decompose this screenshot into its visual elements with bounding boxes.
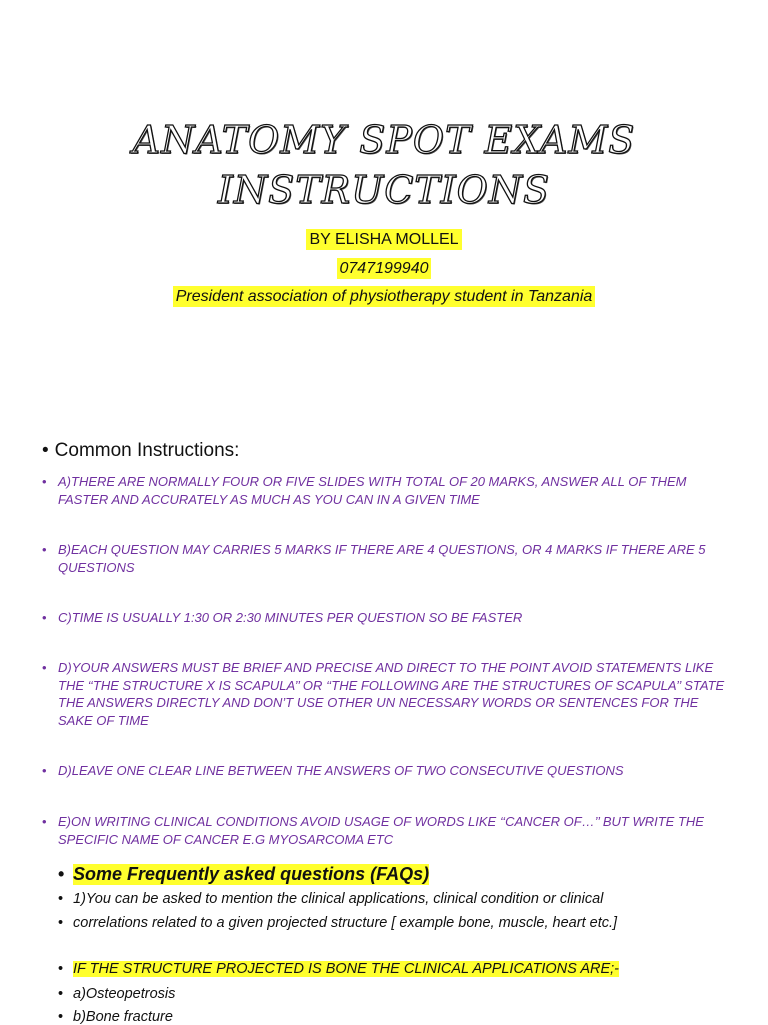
instruction-text: B)EACH QUESTION MAY CARRIES 5 MARKS IF THERE ARE 4 QUESTIONS, OR 4 MARKS IF THERE ARE 5 QUESTIONS [58,542,706,575]
instruction-text: A)THERE ARE NORMALLY FOUR OR FIVE SLIDES WITH TOTAL OF 20 MARKS, ANSWER ALL OF THEM FASTER AND ACCURATELY AS MUCH AS YOU CAN IN A GIVEN TIME [58,474,687,507]
bullet-icon: • [42,440,49,461]
common-heading-text: Common Instructions: [54,440,240,461]
bullet-icon: • [42,814,47,829]
author-role: President association of physiotherapy student in Tanzania [173,286,596,307]
bone-item [58,1009,748,1025]
bullet-icon: • [42,660,47,675]
bone-item-text: a)Osteopetrosis [73,986,176,1002]
title-line-2: INSTRUCTIONS [217,168,551,212]
bone-heading: IF THE STRUCTURE PROJECTED IS BONE THE CLINICAL APPLICATIONS ARE;- [73,961,619,977]
instruction-item [42,813,732,848]
bullet-icon: • [58,864,65,884]
bone-item-text: b)Bone fracture [73,1009,173,1025]
bullet-icon: • [58,986,64,1002]
instruction-item [42,659,732,729]
faq-line-text: 1)You can be asked to mention the clinical applications, clinical condition or clinical [73,891,604,907]
author-name: BY ELISHA MOLLEL [306,229,461,250]
bullet-icon: • [58,891,64,907]
bullet-icon: • [58,1009,64,1025]
faq-heading-row [58,864,748,885]
bullet-icon: • [42,610,47,625]
faq-heading: Some Frequently asked questions (FAQs) [73,864,430,884]
author-name-row [0,230,768,250]
author-phone-row [0,259,768,279]
instruction-item [42,609,732,627]
bone-item [58,986,748,1002]
faq-line-text: correlations related to a given projected structure [ example bone, muscle, heart etc.] [73,915,618,931]
author-role-row [0,287,768,307]
faq-line [58,915,748,931]
bullet-icon: • [42,542,47,557]
bullet-icon: • [58,915,64,931]
bone-heading-row [58,961,748,977]
instruction-text: C)TIME IS USUALLY 1:30 OR 2:30 MINUTES PER QUESTION SO BE FASTER [58,610,523,625]
bullet-icon: • [58,961,64,977]
instruction-item [42,541,732,576]
instruction-item [42,473,732,508]
instruction-item [42,762,732,780]
instruction-text: D)LEAVE ONE CLEAR LINE BETWEEN THE ANSWERS OF TWO CONSECUTIVE QUESTIONS [58,763,624,778]
title-line-1: ANATOMY SPOT EXAMS [132,118,636,162]
instruction-text: D)YOUR ANSWERS MUST BE BRIEF AND PRECISE AND DIRECT TO THE POINT AVOID STATEMENTS LIKE THE ‘‘THE STRUCTURE X IS SCAPULA’’ OR ‘‘THE FOLLOWING ARE THE STRUCTURES OF SCAPULA’’ STATE THE ANSWERS DIRECTLY AND DON’T USE OTHER UN NECESSARY WORDS OR SENTENCES FOR THE SAKE OF TIME [58,660,725,728]
bullet-icon: • [42,474,47,489]
author-phone: 0747199940 [337,258,432,279]
common-instructions-heading [42,440,239,462]
bullet-icon: • [42,763,47,778]
instruction-text: E)ON WRITING CLINICAL CONDITIONS AVOID USAGE OF WORDS LIKE ‘‘CANCER OF…’’ BUT WRITE THE SPECIFIC NAME OF CANCER E.G MYOSARCOMA ETC [58,814,704,847]
faq-line [58,891,748,907]
